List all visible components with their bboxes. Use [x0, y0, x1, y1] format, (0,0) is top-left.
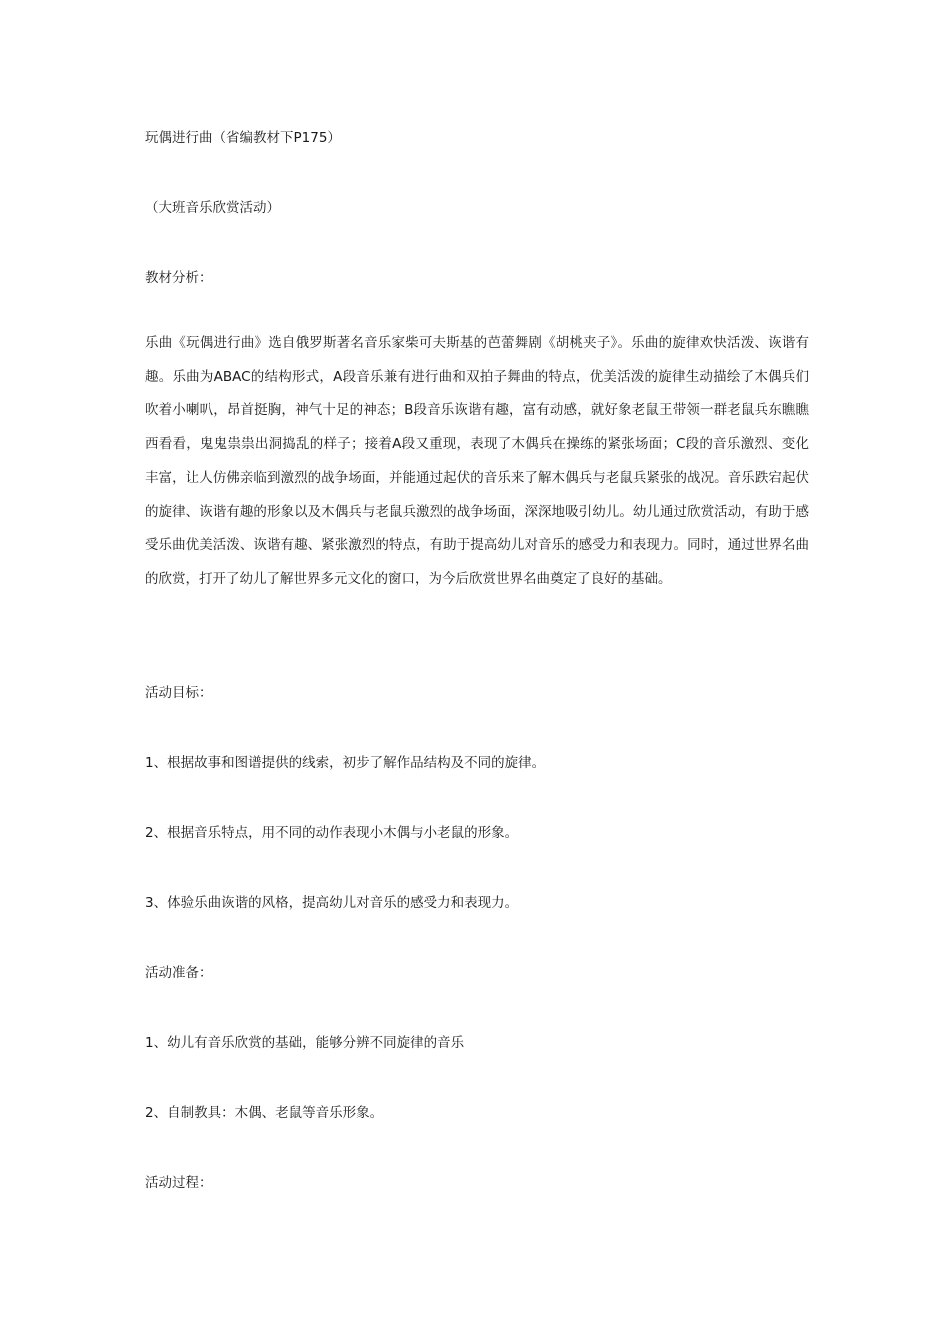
prep-item: 2、自制教具：木偶、老鼠等音乐形象。 [145, 1105, 384, 1121]
document-title: 玩偶进行曲（省编教材下P175） [145, 130, 341, 146]
analysis-heading: 教材分析： [145, 270, 213, 286]
prep-heading: 活动准备： [145, 965, 213, 981]
goal-item: 3、体验乐曲诙谐的风格，提高幼儿对音乐的感受力和表现力。 [145, 895, 519, 911]
process-heading: 活动过程： [145, 1175, 213, 1191]
goals-heading: 活动目标： [145, 685, 213, 701]
document-subtitle: （大班音乐欣赏活动） [145, 200, 280, 216]
goal-item: 1、根据故事和图谱提供的线索，初步了解作品结构及不同的旋律。 [145, 755, 546, 771]
prep-item: 1、幼儿有音乐欣赏的基础，能够分辨不同旋律的音乐 [145, 1035, 465, 1051]
analysis-paragraph: 乐曲《玩偶进行曲》选自俄罗斯著名音乐家柴可夫斯基的芭蕾舞剧《胡桃夹子》。乐曲的旋律欢快活泼、诙谐有趣。乐曲为ABAC的结构形式，A段音乐兼有进行曲和双拍子舞曲的特点，优美活泼的旋律生动描绘了木偶兵们吹着小喇叭，昂首挺胸，神气十足的神态；B段音乐诙谐有趣，富有动感，就好象老鼠王带领一群老鼠兵东瞧瞧西看看，鬼鬼祟祟出洞捣乱的样子；接着A段又重现，表现了木偶兵在操练的紧张场面；C段的音乐激烈、变化丰富，让人仿佛亲临到激烈的战争场面，并能通过起伏的音乐来了解木偶兵与老鼠兵紧张的战况。音乐跌宕起伏的旋律、诙谐有趣的形象以及木偶兵与老鼠兵激烈的战争场面，深深地吸引幼儿。幼儿通过欣赏活动，有助于感受乐曲优美活泼、诙谐有趣、紧张激烈的特点，有助于提高幼儿对音乐的感受力和表现力。同时，通过世界名曲的欣赏，打开了幼儿了解世界多元文化的窗口，为今后欣赏世界名曲奠定了良好的基础。 [145, 335, 809, 587]
goal-item: 2、根据音乐特点，用不同的动作表现小木偶与小老鼠的形象。 [145, 825, 519, 841]
